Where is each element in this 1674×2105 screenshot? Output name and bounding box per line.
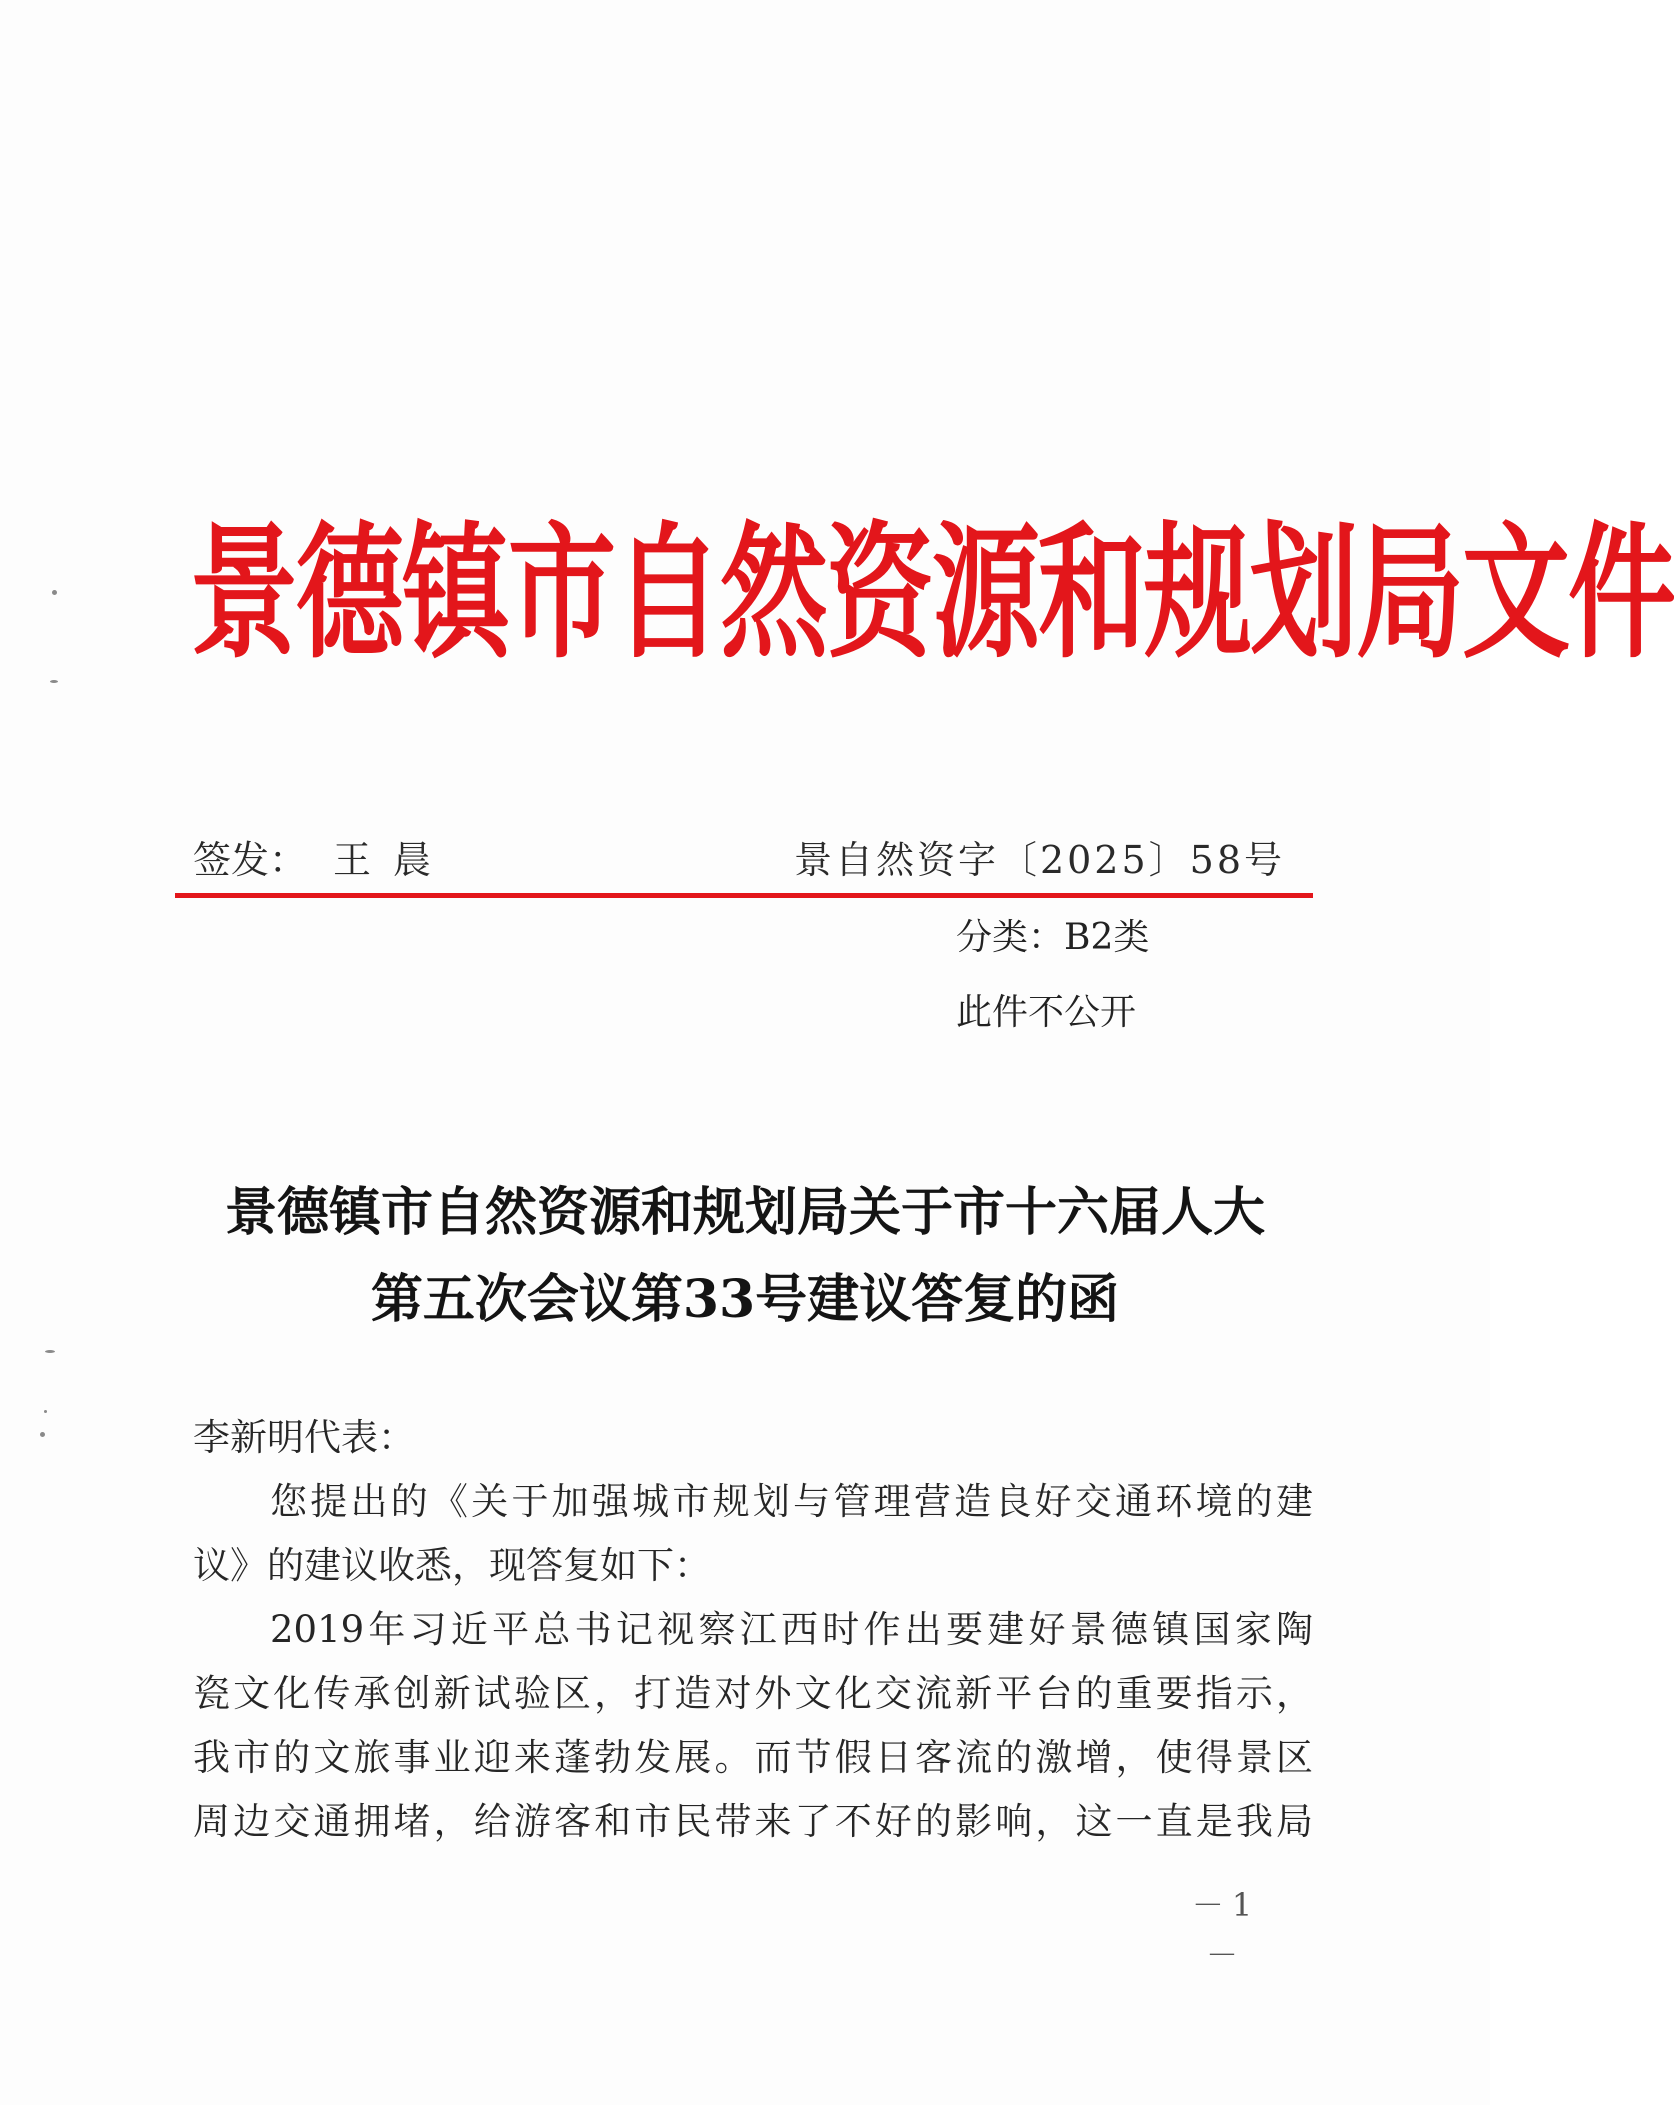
issuer-label: 签发：	[193, 838, 308, 882]
letter-title-line-1: 景德镇市自然资源和规划局关于市十六届人大	[224, 1182, 1265, 1243]
letter-title-line-2: 第五次会议第33号建议答复的函	[370, 1269, 1120, 1330]
salutation: 李新明代表：	[193, 1416, 415, 1459]
scan-speck	[45, 1350, 55, 1353]
document-header-title: 景德镇市自然资源和规划局文件	[190, 509, 1674, 679]
body-line: 瓷文化传承创新试验区，打造对外文化交流新平台的重要指示，	[193, 1672, 1313, 1715]
body-line: 2019年习近平总书记视察江西时作出要建好景德镇国家陶	[270, 1608, 1313, 1651]
scan-speck	[44, 1410, 47, 1413]
page-number: －1－	[1191, 1886, 1261, 1974]
scan-speck	[50, 680, 58, 683]
classification-category: 分类：B2类	[956, 917, 1150, 958]
body-line: 议》的建议收悉，现答复如下：	[193, 1544, 711, 1587]
body-line: 您提出的《关于加强城市规划与管理营造良好交通环境的建	[270, 1480, 1313, 1523]
header-red-rule	[175, 893, 1313, 898]
body-line: 我市的文旅事业迎来蓬勃发展。而节假日客流的激增，使得景区	[193, 1736, 1313, 1779]
issuer-name: 王晨	[333, 838, 454, 882]
body-line: 周边交通拥堵，给游客和市民带来了不好的影响，这一直是我局	[193, 1800, 1313, 1843]
disclosure-status: 此件不公开	[956, 992, 1137, 1033]
scan-speck	[40, 1432, 45, 1437]
document-number: 景自然资字〔2025〕58号	[793, 838, 1285, 882]
scan-speck	[52, 590, 57, 595]
